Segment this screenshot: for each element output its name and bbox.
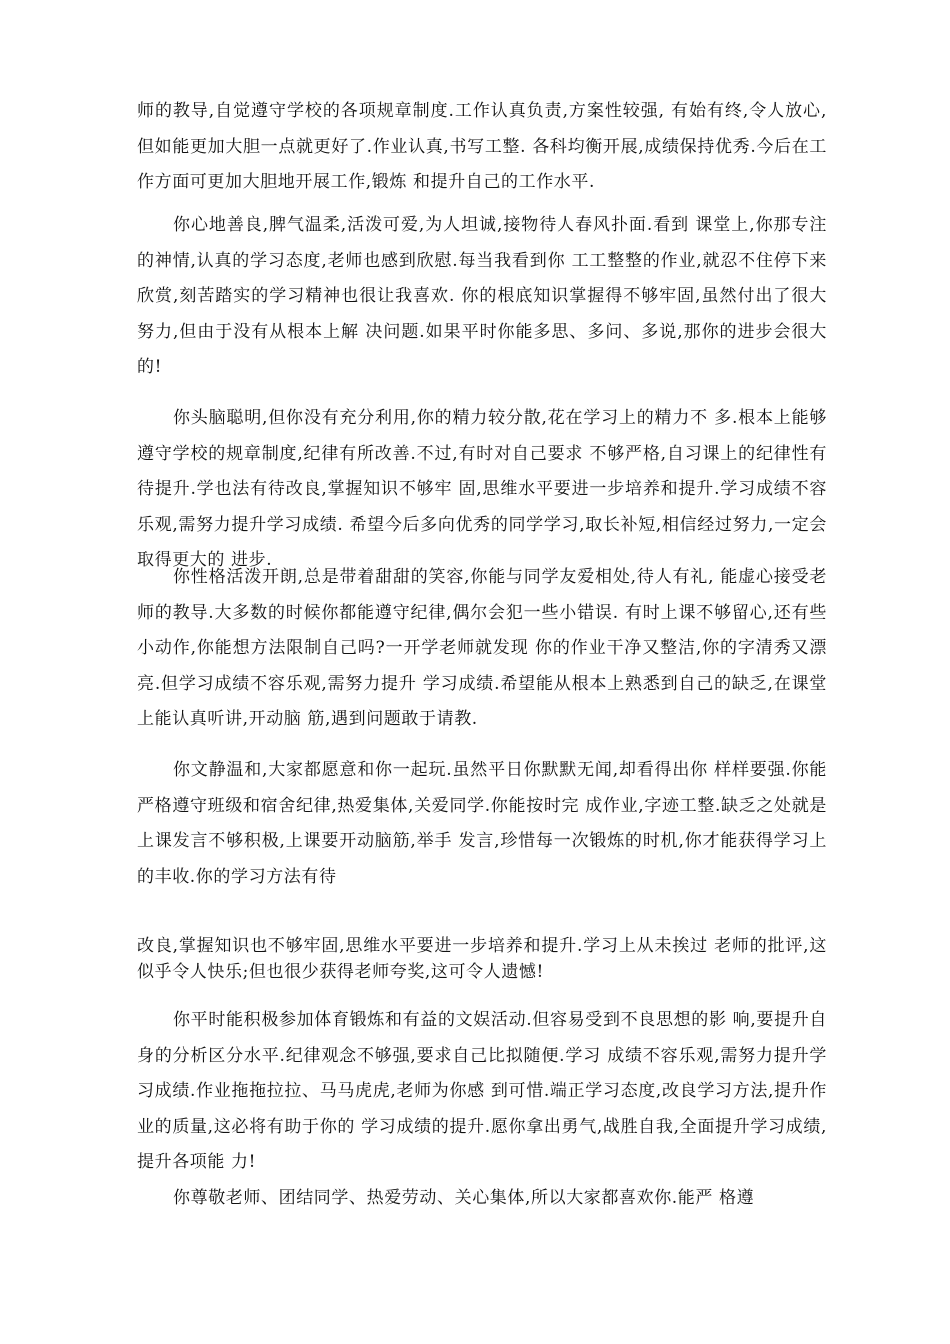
paragraph-comment-smart-student: 你头脑聪明,但你没有充分利用,你的精力较分散,花在学习上的精力不 多.根本上能够遵守学校的规章制度,纪律有所改善.不过,有时对自己要求 不够严格,自习课上的纪律性有待提升.学也法有待改良,掌握知识不够牢 固,思维水平要进一步培养和提升.学习成绩不容乐观,需努力提升学习成绩. 希望今后多向优秀的同学学习,取长补短,相信经过努力,一定会取得更大的 进步.: [137, 408, 827, 570]
paragraph-comment-quiet-student: 你文静温和,大家都愿意和你一起玩.虽然平日你默默无闻,却看得出你 样样要强.你能严格遵守班级和宿舍纪律,热爱集体,关爱同学.你能按时完 成作业,字迹工整.缺乏之处就是上课发言不够积极,上课要开动脑筋,举手 发言,珍惜每一次锻炼的时机,你才能获得学习上的丰收.你的学习方法有待: [137, 760, 827, 887]
paragraph-comment-kind-student: 你心地善良,脾气温柔,活泼可爱,为人坦诚,接物待人春风扑面.看到 课堂上,你那专注的神情,认真的学习态度,老师也感到欣慰.每当我看到你 工工整整的作业,就忍不住停下来欣赏,刻苦踏实的学习精神也很让我喜欢. 你的根底知识掌握得不够牢固,虽然付出了很大努力,但由于没有从根本上解 决问题.如果平时你能多思、多问、多说,那你的进步会很大的!: [137, 215, 827, 377]
paragraph-comment-active-student: 你平时能积极参加体育锻炼和有益的文娱活动.但容易受到不良思想的影 响,要提升自身的分析区分水平.纪律观念不够强,要求自己比拟随便.学习 成绩不容乐观,需努力提升学习成绩.作业拖拖拉拉、马马虎虎,老师为你感 到可惜.端正学习态度,改良学习方法,提升作业的质量,这必将有助于你的 学习成绩的提升.愿你拿出勇气,战胜自我,全面提升学习成绩,提升各项能 力!: [137, 1010, 827, 1172]
paragraph-comment-respectful-student: 你尊敬老师、团结同学、热爱劳动、关心集体,所以大家都喜欢你.能严 格遵: [173, 1188, 755, 1208]
paragraph-comment-cheerful-student: 你性格活泼开朗,总是带着甜甜的笑容,你能与同学友爱相处,待人有礼, 能虚心接受老师的教导.大多数的时候你都能遵守纪律,偶尔会犯一些小错误. 有时上课不够留心,还有些小动作,你能想方法限制自己吗?一开学老师就发现 你的作业干净又整洁,你的字清秀又漂亮.但学习成绩不容乐观,需努力提升 学习成绩.希望能从根本上熟悉到自己的缺乏,在课堂上能认真听讲,开动脑 筋,遇到问题敢于请教.: [137, 567, 827, 729]
paragraph-comment-quiet-student-continued: 改良,掌握知识也不够牢固,思维水平要进一步培养和提升.学习上从未挨过 老师的批评,这似乎令人快乐;但也很少获得老师夸奖,这可令人遗憾!: [137, 936, 827, 982]
paragraph-continuation: 师的教导,自觉遵守学校的各项规章制度.工作认真负责,方案性较强, 有始有终,令人放心,但如能更加大胆一点就更好了.作业认真,书写工整. 各科均衡开展,成绩保持优秀.今后在工作方面可更加大胆地开展工作,锻炼 和提升自己的工作水平.: [137, 101, 827, 192]
